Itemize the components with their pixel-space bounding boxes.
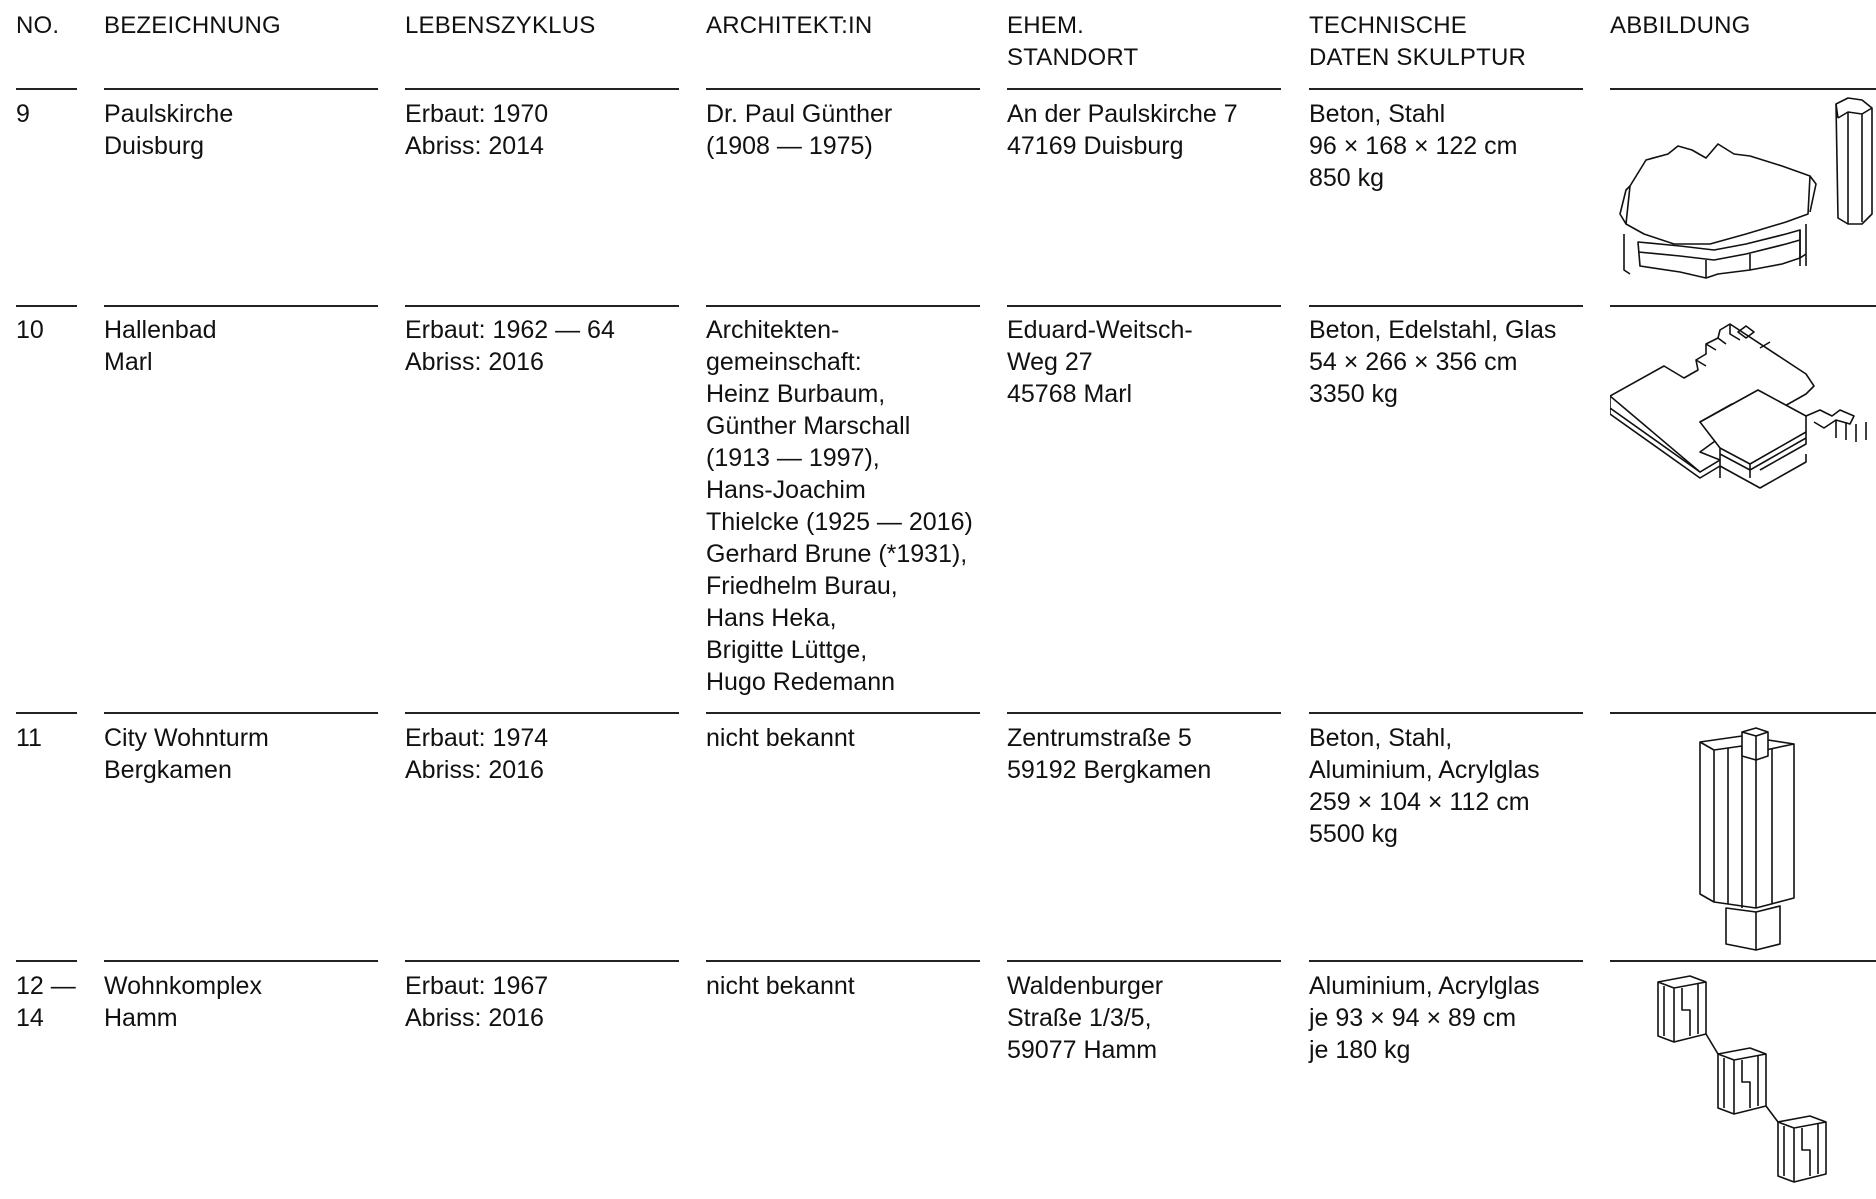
header-location: EHEM. STANDORT	[1007, 12, 1139, 71]
divider	[706, 88, 980, 90]
divider	[1007, 88, 1281, 90]
divider	[104, 712, 378, 714]
row-lifecycle: Erbaut: 1967 Abriss: 2016	[405, 972, 549, 1032]
divider	[104, 88, 378, 90]
divider	[1007, 305, 1281, 307]
row-lifecycle: Erbaut: 1970 Abriss: 2014	[405, 100, 549, 160]
wohnkomplex-sculpture-drawing	[1610, 970, 1876, 1199]
paulskirche-sculpture-drawing	[1610, 94, 1876, 300]
divider	[1309, 712, 1583, 714]
row-name: Paulskirche Duisburg	[104, 100, 234, 160]
divider	[1610, 88, 1876, 90]
divider	[706, 305, 980, 307]
divider	[1309, 305, 1583, 307]
divider	[405, 88, 679, 90]
header-no: NO.	[16, 12, 60, 39]
divider	[16, 88, 77, 90]
divider	[405, 712, 679, 714]
row-no: 11	[16, 724, 42, 752]
divider	[104, 960, 378, 962]
hallenbad-sculpture-drawing	[1610, 312, 1876, 492]
divider	[1309, 960, 1583, 962]
divider	[706, 712, 980, 714]
row-architect: nicht bekannt	[706, 724, 855, 752]
divider	[16, 712, 77, 714]
header-name: BEZEICHNUNG	[104, 12, 281, 39]
row-lifecycle: Erbaut: 1974 Abriss: 2016	[405, 724, 549, 784]
row-name: City Wohnturm Bergkamen	[104, 724, 269, 784]
divider	[1007, 960, 1281, 962]
divider	[1007, 712, 1281, 714]
row-tech: Beton, Edelstahl, Glas 54 × 266 × 356 cm 3350 kg	[1309, 316, 1557, 408]
row-tech: Beton, Stahl 96 × 168 × 122 cm 850 kg	[1309, 100, 1518, 192]
divider	[1610, 960, 1876, 962]
row-no: 9	[16, 100, 30, 128]
row-no: 10	[16, 316, 44, 344]
header-image: ABBILDUNG	[1610, 12, 1751, 39]
header-architect: ARCHITEKT:IN	[706, 12, 873, 39]
row-name: Wohnkomplex Hamm	[104, 972, 262, 1032]
row-location: Waldenburger Straße 1/3/5, 59077 Hamm	[1007, 972, 1164, 1064]
divider	[16, 305, 77, 307]
row-lifecycle: Erbaut: 1962 — 64 Abriss: 2016	[405, 316, 615, 376]
row-architect: Dr. Paul Günther (1908 — 1975)	[706, 100, 893, 160]
divider	[405, 305, 679, 307]
divider	[1610, 305, 1876, 307]
row-tech: Aluminium, Acrylglas je 93 × 94 × 89 cm je 180 kg	[1309, 972, 1540, 1064]
divider	[104, 305, 378, 307]
row-no: 12 — 14	[16, 972, 76, 1032]
divider	[16, 960, 77, 962]
divider	[706, 960, 980, 962]
row-location: An der Paulskirche 7 47169 Duisburg	[1007, 100, 1238, 160]
row-architect: Architekten- gemeinschaft: Heinz Burbaum, Günther Marschall (1913 — 1997), Hans-Joachim Thielcke (1925 — 2016) Gerhard Brune (*1931), Friedhelm Burau, Hans Heka, Brigitte Lüttge, Hugo Redemann	[706, 316, 973, 696]
header-lifecycle: LEBENSZYKLUS	[405, 12, 596, 39]
divider	[1309, 88, 1583, 90]
row-location: Eduard-Weitsch- Weg 27 45768 Marl	[1007, 316, 1193, 408]
row-tech: Beton, Stahl, Aluminium, Acrylglas 259 × 104 × 112 cm 5500 kg	[1309, 724, 1540, 848]
row-architect: nicht bekannt	[706, 972, 855, 1000]
row-location: Zentrumstraße 5 59192 Bergkamen	[1007, 724, 1212, 784]
divider	[405, 960, 679, 962]
row-name: Hallenbad Marl	[104, 316, 217, 376]
header-tech: TECHNISCHE DATEN SKULPTUR	[1309, 12, 1527, 71]
wohnturm-sculpture-drawing	[1610, 722, 1876, 952]
divider	[1610, 712, 1876, 714]
